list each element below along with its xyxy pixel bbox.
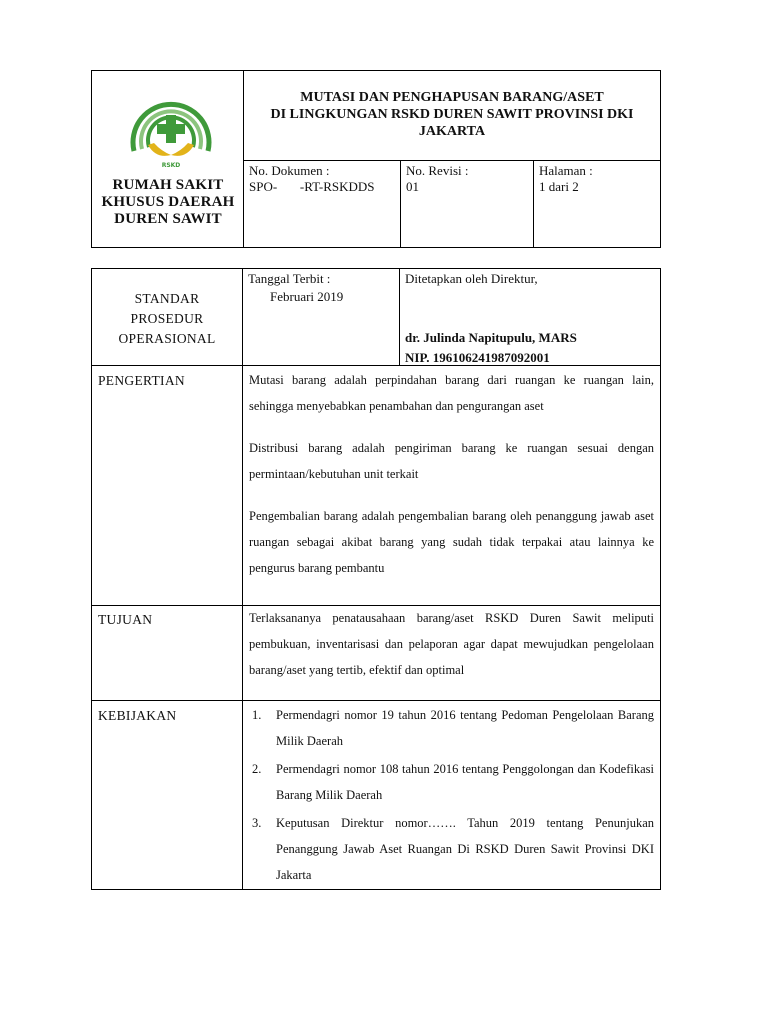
revision-value: 01 (406, 179, 419, 194)
revision-label: No. Revisi : (406, 163, 469, 178)
issue-date-cell (248, 270, 343, 306)
sop-label (92, 289, 242, 349)
kebijakan-list (249, 702, 654, 890)
issue-date-label: Tanggal Terbit : (248, 271, 331, 286)
kebijakan-label: KEBIJAKAN (98, 708, 177, 723)
tujuan-label: TUJUAN (98, 612, 153, 627)
page-value: 1 dari 2 (539, 179, 579, 194)
signer-block (405, 328, 655, 368)
title-line-1: MUTASI DAN PENGHAPUSAN BARANG/ASET (300, 90, 604, 105)
policy-text: Permendagri nomor 108 tahun 2016 tentang Penggolongan dan Kodefikasi Barang Milik Daerah (276, 762, 654, 802)
policy-number: 3. (252, 816, 262, 830)
document-title (244, 71, 660, 161)
document-number-cell (244, 161, 401, 247)
hospital-name-line-2: KHUSUS DAERAH (101, 194, 235, 210)
title-line-3: JAKARTA (418, 124, 486, 139)
policy-text: Permendagri nomor 19 tahun 2016 tentang Pedoman Pengelolaan Barang Milik Daerah (276, 708, 654, 748)
pengertian-paragraph-2: Distribusi barang adalah pengiriman barang ke ruangan sesuai dengan permintaan/kebutuhan unit terkait (249, 441, 654, 481)
pengertian-paragraph-3: Pengembalian barang adalah pengembalian barang oleh penanggung jawab aset ruangan sebagai akibat barang yang sudah tidak terpakai atau lainnya ke pengurus barang pembantu (249, 509, 654, 575)
hospital-logo (126, 93, 216, 171)
sop-table (91, 268, 661, 890)
pengertian-paragraph-1: Mutasi barang adalah perpindahan barang dari ruangan ke ruangan lain, sehingga menyebabkan penambahan dan pengurangan aset (249, 373, 654, 413)
page-label: Halaman : (539, 163, 593, 178)
document-number-value: SPO- -RT-RSKDDS (249, 179, 375, 194)
policy-item (249, 810, 654, 888)
sop-label-line-3: OPERASIONAL (118, 331, 216, 346)
policy-number: 1. (252, 708, 262, 722)
policy-number: 2. (252, 762, 262, 776)
column-divider (242, 269, 243, 889)
hospital-name (92, 177, 244, 228)
sop-label-line-2: PROSEDUR (130, 311, 204, 326)
tujuan-content: Terlaksananya penatausahaan barang/aset RSKD Duren Sawit meliputi pembukuan, inventarisasi dan pelaporan agar dapat mewujudkan pengelolaan barang/aset yang tertib, efektif dan optimal (249, 611, 654, 677)
policy-item (249, 756, 654, 808)
pengertian-label: PENGERTIAN (98, 373, 185, 388)
logo-cell (92, 71, 244, 247)
page-cell (534, 161, 660, 247)
sop-label-line-1: STANDAR (134, 291, 200, 306)
approved-by-label: Ditetapkan oleh Direktur, (405, 271, 538, 286)
row-divider-3 (92, 700, 660, 701)
row-divider-1 (92, 365, 660, 366)
document-header (91, 70, 661, 248)
approval-cell (405, 270, 655, 365)
title-line-2: DI LINGKUNGAN RSKD DUREN SAWIT PROVINSI DKI (270, 107, 634, 122)
logo-text: RSKD (161, 162, 181, 169)
policy-item (249, 702, 654, 754)
policy-text: Keputusan Direktur nomor……. Tahun 2019 tentang Penunjukan Penanggung Jawab Aset Ruangan Di RSKD Duren Sawit Provinsi DKI Jakarta (276, 816, 654, 882)
approval-divider (399, 269, 400, 365)
hospital-name-line-3: DUREN SAWIT (114, 211, 222, 227)
signer-nip: NIP. 196106241987092001 (405, 350, 550, 365)
pengertian-content (249, 367, 654, 597)
document-number-label: No. Dokumen : (249, 163, 330, 178)
hospital-name-line-1: RUMAH SAKIT (112, 177, 224, 193)
signer-name: dr. Julinda Napitupulu, MARS (405, 330, 577, 345)
issue-date-value: Februari 2019 (270, 289, 344, 304)
revision-cell (401, 161, 534, 247)
